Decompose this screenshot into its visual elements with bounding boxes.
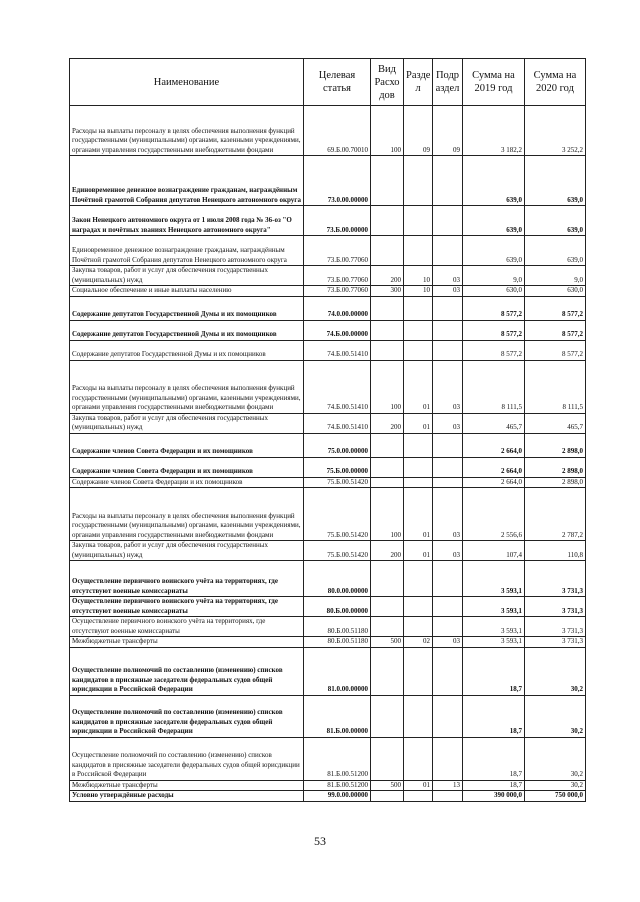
row-subsection: 03 xyxy=(433,286,463,297)
row-name: Условно утверждённые расходы xyxy=(70,791,304,802)
row-section: 01 xyxy=(404,488,433,541)
row-sum-2019: 8 111,5 xyxy=(463,360,525,413)
row-name: Содержание членов Совета Федерации и их помощников xyxy=(70,457,304,477)
row-target-code: 80.0.00.00000 xyxy=(304,561,371,597)
table-row xyxy=(70,617,586,637)
row-subsection: 09 xyxy=(433,106,463,156)
header-subsection: Подр аздел xyxy=(433,59,463,106)
row-kind xyxy=(371,791,404,802)
row-section xyxy=(404,597,433,617)
row-sum-2020: 3 731,3 xyxy=(525,637,586,648)
row-target-code: 74.Б.00.51410 xyxy=(304,360,371,413)
row-section: 01 xyxy=(404,541,433,561)
row-sum-2019: 8 577,2 xyxy=(463,296,525,320)
table-header-row xyxy=(70,59,586,106)
row-subsection xyxy=(433,320,463,340)
row-section: 10 xyxy=(404,286,433,297)
row-name: Осуществление полномочий по составлению (изменению) списков кандидатов в присяжные заседатели федеральных судов общей юрисдикции в Российской Федерации xyxy=(70,737,304,780)
row-section xyxy=(404,296,433,320)
row-sum-2020: 2 898,0 xyxy=(525,457,586,477)
row-section xyxy=(404,477,433,488)
row-subsection xyxy=(433,561,463,597)
row-target-code: 81.Б.00.51200 xyxy=(304,780,371,791)
row-name: Содержание депутатов Государственной Думы и их помощников xyxy=(70,340,304,360)
row-target-code: 99.0.00.00000 xyxy=(304,791,371,802)
row-sum-2019: 9,0 xyxy=(463,266,525,286)
row-target-code: 81.0.00.00000 xyxy=(304,647,371,695)
table-row xyxy=(70,266,586,286)
row-section: 01 xyxy=(404,780,433,791)
row-section xyxy=(404,433,433,457)
row-name: Содержание депутатов Государственной Думы и их помощников xyxy=(70,320,304,340)
table-body xyxy=(70,106,586,802)
row-section xyxy=(404,737,433,780)
table-row xyxy=(70,206,586,236)
row-subsection xyxy=(433,296,463,320)
row-sum-2020: 3 731,3 xyxy=(525,561,586,597)
table-row xyxy=(70,340,586,360)
row-kind xyxy=(371,340,404,360)
row-target-code: 81.Б.00.51200 xyxy=(304,737,371,780)
row-name: Расходы на выплаты персоналу в целях обеспечения выполнения функций государственными (муниципальными) органами, казенными учреждениями, органами управления государственными внебюджетными фондами xyxy=(70,360,304,413)
row-kind: 100 xyxy=(371,360,404,413)
row-sum-2019: 107,4 xyxy=(463,541,525,561)
row-name: Осуществление полномочий по составлению (изменению) списков кандидатов в присяжные заседатели федеральных судов общей юрисдикции в Российской Федерации xyxy=(70,695,304,737)
row-kind xyxy=(371,156,404,206)
row-kind: 200 xyxy=(371,413,404,433)
row-sum-2020: 30,2 xyxy=(525,737,586,780)
table-row xyxy=(70,597,586,617)
row-target-code: 80.Б.00.51180 xyxy=(304,617,371,637)
row-kind: 100 xyxy=(371,488,404,541)
row-section xyxy=(404,206,433,236)
row-target-code: 74.Б.00.51410 xyxy=(304,413,371,433)
row-name: Межбюджетные трансферты xyxy=(70,780,304,791)
row-sum-2020: 3 731,3 xyxy=(525,597,586,617)
row-subsection: 03 xyxy=(433,637,463,648)
row-sum-2020: 8 577,2 xyxy=(525,320,586,340)
row-sum-2019: 8 577,2 xyxy=(463,320,525,340)
row-sum-2019: 639,0 xyxy=(463,206,525,236)
table-row xyxy=(70,360,586,413)
row-kind: 200 xyxy=(371,266,404,286)
row-sum-2020: 639,0 xyxy=(525,236,586,266)
table-row xyxy=(70,488,586,541)
table-row xyxy=(70,541,586,561)
row-sum-2020: 3 731,3 xyxy=(525,617,586,637)
row-kind: 100 xyxy=(371,106,404,156)
row-sum-2019: 639,0 xyxy=(463,236,525,266)
row-section xyxy=(404,320,433,340)
row-name: Единовременное денежное вознаграждение гражданам, награждённым Почётной грамотой Собрания депутатов Ненецкого автономного округа xyxy=(70,236,304,266)
row-kind xyxy=(371,457,404,477)
row-section: 01 xyxy=(404,413,433,433)
row-name: Содержание членов Совета Федерации и их помощников xyxy=(70,433,304,457)
header-kind: Вид Расхо дов xyxy=(371,59,404,106)
row-target-code: 73.Б.00.77060 xyxy=(304,286,371,297)
row-name: Закупка товаров, работ и услуг для обеспечения государственных (муниципальных) нужд xyxy=(70,413,304,433)
row-name: Закупка товаров, работ и услуг для обеспечения государственных (муниципальных) нужд xyxy=(70,541,304,561)
row-subsection xyxy=(433,647,463,695)
row-target-code: 81.Б.00.00000 xyxy=(304,695,371,737)
row-subsection: 03 xyxy=(433,541,463,561)
row-subsection: 03 xyxy=(433,266,463,286)
row-target-code: 73.0.00.00000 xyxy=(304,156,371,206)
row-kind xyxy=(371,320,404,340)
row-kind: 500 xyxy=(371,637,404,648)
row-kind xyxy=(371,236,404,266)
row-sum-2020: 30,2 xyxy=(525,780,586,791)
row-target-code: 73.Б.00.00000 xyxy=(304,206,371,236)
row-name: Закупка товаров, работ и услуг для обеспечения государственных (муниципальных) нужд xyxy=(70,266,304,286)
table-row xyxy=(70,156,586,206)
row-subsection xyxy=(433,695,463,737)
row-name: Межбюджетные трансферты xyxy=(70,637,304,648)
row-target-code: 74.0.00.00000 xyxy=(304,296,371,320)
row-sum-2019: 390 000,0 xyxy=(463,791,525,802)
row-name: Расходы на выплаты персоналу в целях обеспечения выполнения функций государственными (муниципальными) органами, казенными учреждениями, органами управления государственными внебюджетными фондами xyxy=(70,488,304,541)
row-section: 09 xyxy=(404,106,433,156)
row-name: Содержание членов Совета Федерации и их помощников xyxy=(70,477,304,488)
table-row xyxy=(70,477,586,488)
row-target-code: 74.Б.00.00000 xyxy=(304,320,371,340)
row-sum-2019: 3 593,1 xyxy=(463,637,525,648)
row-subsection xyxy=(433,597,463,617)
table-row xyxy=(70,106,586,156)
row-section: 10 xyxy=(404,266,433,286)
row-sum-2020: 8 111,5 xyxy=(525,360,586,413)
row-name: Осуществление первичного воинского учёта на территориях, где отсутствуют военные комиссариаты xyxy=(70,617,304,637)
row-section: 01 xyxy=(404,360,433,413)
row-kind: 200 xyxy=(371,541,404,561)
row-subsection xyxy=(433,477,463,488)
row-kind xyxy=(371,737,404,780)
row-sum-2019: 3 593,1 xyxy=(463,617,525,637)
row-subsection xyxy=(433,791,463,802)
budget-table xyxy=(69,58,586,802)
row-section xyxy=(404,457,433,477)
row-sum-2019: 2 556,6 xyxy=(463,488,525,541)
row-section xyxy=(404,695,433,737)
row-section xyxy=(404,236,433,266)
header-target: Целевая статья xyxy=(304,59,371,106)
row-sum-2019: 2 664,0 xyxy=(463,433,525,457)
table-row xyxy=(70,695,586,737)
row-sum-2020: 9,0 xyxy=(525,266,586,286)
row-target-code: 69.Б.00.70010 xyxy=(304,106,371,156)
table-row xyxy=(70,286,586,297)
table-row xyxy=(70,413,586,433)
row-sum-2019: 3 593,1 xyxy=(463,561,525,597)
row-kind xyxy=(371,206,404,236)
row-section xyxy=(404,791,433,802)
row-kind xyxy=(371,695,404,737)
row-subsection xyxy=(433,433,463,457)
table-row xyxy=(70,457,586,477)
row-sum-2019: 3 182,2 xyxy=(463,106,525,156)
row-section xyxy=(404,340,433,360)
row-kind xyxy=(371,296,404,320)
row-sum-2020: 8 577,2 xyxy=(525,340,586,360)
table-row xyxy=(70,433,586,457)
row-kind xyxy=(371,477,404,488)
row-target-code: 75.Б.00.51420 xyxy=(304,541,371,561)
row-subsection xyxy=(433,206,463,236)
row-sum-2020: 3 252,2 xyxy=(525,106,586,156)
row-sum-2019: 18,7 xyxy=(463,737,525,780)
row-name: Закон Ненецкого автономного округа от 1 июля 2008 года № 36-оз "О наградах и почётных званиях Ненецкого автономного округа" xyxy=(70,206,304,236)
row-subsection xyxy=(433,457,463,477)
row-name: Содержание депутатов Государственной Думы и их помощников xyxy=(70,296,304,320)
row-sum-2020: 465,7 xyxy=(525,413,586,433)
row-sum-2020: 110,8 xyxy=(525,541,586,561)
row-sum-2020: 30,2 xyxy=(525,695,586,737)
header-sum-2019: Сумма на 2019 год xyxy=(463,59,525,106)
table-row xyxy=(70,791,586,802)
row-subsection: 13 xyxy=(433,780,463,791)
row-section xyxy=(404,156,433,206)
row-target-code: 75.Б.00.51420 xyxy=(304,477,371,488)
row-section: 02 xyxy=(404,637,433,648)
row-sum-2019: 8 577,2 xyxy=(463,340,525,360)
row-kind xyxy=(371,617,404,637)
page-number: 53 xyxy=(314,834,326,848)
row-kind xyxy=(371,647,404,695)
row-target-code: 73.Б.00.77060 xyxy=(304,266,371,286)
row-sum-2019: 465,7 xyxy=(463,413,525,433)
row-kind: 300 xyxy=(371,286,404,297)
row-name: Социальное обеспечение и иные выплаты населению xyxy=(70,286,304,297)
row-subsection: 03 xyxy=(433,488,463,541)
row-sum-2020: 630,0 xyxy=(525,286,586,297)
table-row xyxy=(70,780,586,791)
row-subsection xyxy=(433,617,463,637)
row-sum-2020: 2 787,2 xyxy=(525,488,586,541)
row-name: Расходы на выплаты персоналу в целях обеспечения выполнения функций государственными (муниципальными) органами, казенными учреждениями, органами управления государственными внебюджетными фондами xyxy=(70,106,304,156)
table-row xyxy=(70,561,586,597)
row-sum-2020: 8 577,2 xyxy=(525,296,586,320)
row-subsection xyxy=(433,156,463,206)
row-section xyxy=(404,561,433,597)
row-sum-2019: 18,7 xyxy=(463,647,525,695)
row-sum-2019: 3 593,1 xyxy=(463,597,525,617)
row-section xyxy=(404,647,433,695)
row-sum-2020: 639,0 xyxy=(525,206,586,236)
row-sum-2019: 2 664,0 xyxy=(463,457,525,477)
row-section xyxy=(404,617,433,637)
header-section: Разде л xyxy=(404,59,433,106)
row-kind xyxy=(371,561,404,597)
row-kind xyxy=(371,597,404,617)
row-target-code: 80.Б.00.00000 xyxy=(304,597,371,617)
row-sum-2020: 30,2 xyxy=(525,647,586,695)
header-sum-2020: Сумма на 2020 год xyxy=(525,59,586,106)
row-name: Осуществление первичного воинского учёта на территориях, где отсутствуют военные комиссариаты xyxy=(70,561,304,597)
row-kind xyxy=(371,433,404,457)
table-row xyxy=(70,320,586,340)
row-subsection: 03 xyxy=(433,413,463,433)
row-sum-2019: 2 664,0 xyxy=(463,477,525,488)
row-target-code: 75.0.00.00000 xyxy=(304,433,371,457)
table-row xyxy=(70,236,586,266)
row-sum-2019: 18,7 xyxy=(463,780,525,791)
row-target-code: 73.Б.00.77060 xyxy=(304,236,371,266)
row-subsection: 03 xyxy=(433,360,463,413)
row-sum-2019: 639,0 xyxy=(463,156,525,206)
row-target-code: 80.Б.00.51180 xyxy=(304,637,371,648)
table-row xyxy=(70,637,586,648)
table-row xyxy=(70,296,586,320)
row-target-code: 75.Б.00.51420 xyxy=(304,488,371,541)
row-name: Осуществление первичного воинского учёта на территориях, где отсутствуют военные комиссариаты xyxy=(70,597,304,617)
row-subsection xyxy=(433,737,463,780)
row-sum-2020: 2 898,0 xyxy=(525,433,586,457)
row-sum-2020: 639,0 xyxy=(525,156,586,206)
row-sum-2019: 630,0 xyxy=(463,286,525,297)
row-target-code: 75.Б.00.00000 xyxy=(304,457,371,477)
table-row xyxy=(70,737,586,780)
header-name: Наименование xyxy=(70,59,304,106)
row-name: Осуществление полномочий по составлению (изменению) списков кандидатов в присяжные заседатели федеральных судов общей юрисдикции в Российской Федерации xyxy=(70,647,304,695)
table-row xyxy=(70,647,586,695)
row-sum-2020: 750 000,0 xyxy=(525,791,586,802)
row-sum-2020: 2 898,0 xyxy=(525,477,586,488)
row-kind: 500 xyxy=(371,780,404,791)
row-name: Единовременное денежное вознаграждение гражданам, награждённым Почётной грамотой Собрания депутатов Ненецкого автономного округа xyxy=(70,156,304,206)
row-target-code: 74.Б.00.51410 xyxy=(304,340,371,360)
row-subsection xyxy=(433,236,463,266)
row-sum-2019: 18,7 xyxy=(463,695,525,737)
row-subsection xyxy=(433,340,463,360)
